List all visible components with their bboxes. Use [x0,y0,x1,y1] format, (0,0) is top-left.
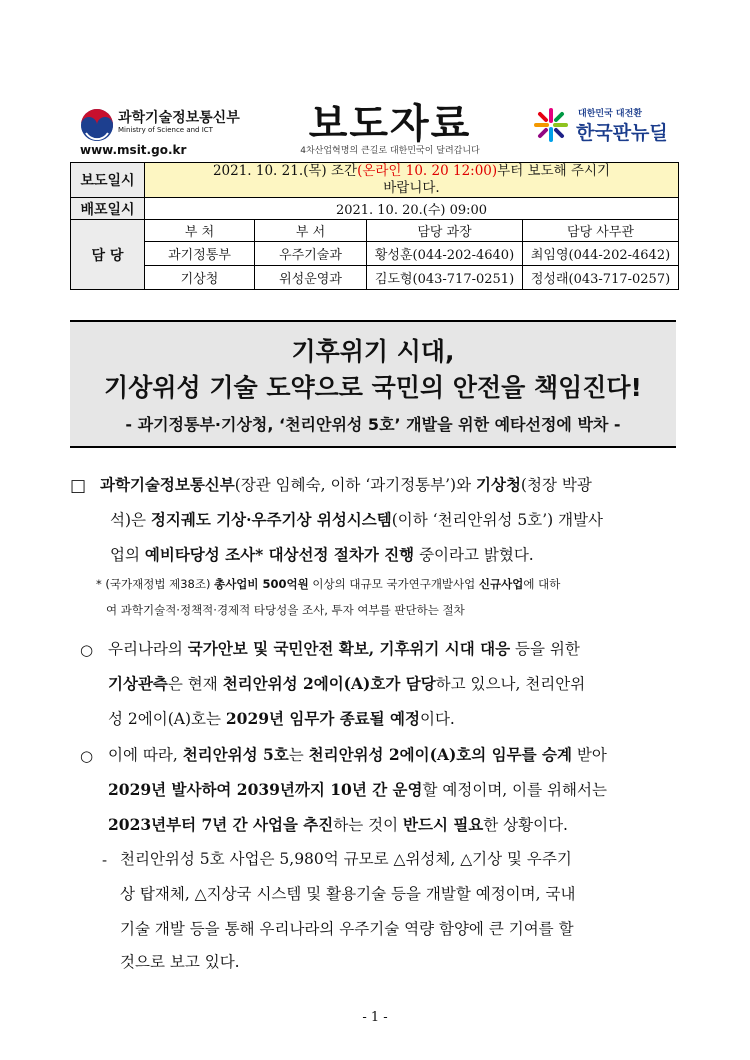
newdeal-title: 한국판뉴딜 [576,122,668,144]
paragraph-4-line-1: 천리안위성 5호 사업은 5,980억 규모로 △위성체, △기상 및 우주기 [120,850,572,868]
paragraph-1-line-2: 석)은 정지궤도 기상·우주기상 위성시스템(이하 ‘천리안위성 5호’) 개발사 [110,510,604,529]
paragraph-2-line-3: 성 2에이(A)호는 2029년 임무가 종료될 예정이다. [108,709,455,728]
headline-line-1: 기후위기 시대, [291,337,455,366]
document-title: 보도자료 [308,101,472,147]
col-header-director: 담당 과장 [367,220,523,242]
distribute-date-value: 2021. 10. 20.(수) 09:00 [145,198,679,220]
paragraph-3-line-1: 이에 따라, 천리안위성 5호는 천리안위성 2에이(A)호의 임무를 승계 받아 [108,745,607,764]
release-date-label: 보도일시 [71,163,145,198]
col-header-officer: 담당 사무관 [523,220,679,242]
paragraph-4-line-3: 기술 개발 등을 통해 우리나라의 우주기술 역량 함양에 큰 기여를 할 [120,920,574,938]
ministry-english-name: Ministry of Science and ICT [118,126,213,134]
headline-subtitle: - 과기정통부·기상청, ‘천리안위성 5호’ 개발을 위한 예타선정에 박차 - [125,415,621,434]
release-date-request: 부터 보도해 주시기 [497,163,611,179]
contact-department: 우주기술과 [255,242,367,266]
slogan: 4차산업혁명의 큰길로 대한민국이 달려갑니다 [300,146,480,156]
headline-line-2: 기상위성 기술 도약으로 국민의 안전을 책임진다! [104,373,642,402]
contact-label: 담 당 [71,220,145,290]
taegeuk-logo-icon [80,108,114,142]
paragraph-2-line-2: 기상관측은 현재 천리안위성 2에이(A)호가 담당하고 있으나, 천리안위 [108,674,586,693]
col-header-department: 부 서 [255,220,367,242]
contact-director: 황성훈(044-202-4640) [367,242,523,266]
contact-ministry: 과기정통부 [145,242,255,266]
ministry-url: www.msit.go.kr [80,143,187,157]
paragraph-4-line-4: 것으로 보고 있다. [120,953,240,971]
release-info-table [70,162,679,290]
ministry-name: 과학기술정보통신부 [118,110,240,126]
contact-ministry: 기상청 [145,266,255,290]
release-date-online: (온라인 10. 20 12:00) [357,163,498,179]
paragraph-1-line-1: 과학기술정보통신부(장관 임혜숙, 이하 ‘과기정통부’)와 기상청(청장 박광 [100,475,592,494]
paragraph-4-line-2: 상 탑재체, △지상국 시스템 및 활용기술 등을 개발할 예정이며, 국내 [120,885,576,903]
table-row [71,266,679,290]
paragraph-1-line-3: 업의 예비타당성 조사* 대상선정 절차가 진행 중이라고 밝혔다. [110,545,534,564]
newdeal-logo-icon [532,106,570,144]
release-date-value [145,163,679,198]
headline-box [70,320,676,448]
contact-officer: 최임영(044-202-4642) [523,242,679,266]
footnote-line-1: * (국가재정법 제38조) 총사업비 500억원 이상의 대규모 국가연구개발사업 신규사업에 대하 [96,577,561,591]
release-date-main: 2021. 10. 21.(목) 조간 [212,163,358,179]
table-row [71,242,679,266]
contact-department: 위성운영과 [255,266,367,290]
contact-director: 김도형(043-717-0251) [367,266,523,290]
circle-bullet-icon: ○ [80,747,94,765]
paragraph-3-line-3: 2023년부터 7년 간 사업을 추진하는 것이 반드시 필요한 상황이다. [108,815,568,834]
paragraph-2-line-1: 우리나라의 국가안보 및 국민안전 확보, 기후위기 시대 대응 등을 위한 [108,639,580,658]
newdeal-subtitle: 대한민국 대전환 [578,109,642,119]
dash-bullet: - [102,851,108,869]
circle-bullet-icon: ○ [80,641,94,659]
col-header-ministry: 부 처 [145,220,255,242]
square-bullet-icon: □ [70,476,87,496]
distribute-date-label: 배포일시 [71,198,145,220]
footnote-line-2: 여 과학기술적·정책적·경제적 타당성을 조사, 투자 여부를 판단하는 절차 [106,603,465,617]
paragraph-3-line-2: 2029년 발사하여 2039년까지 10년 간 운영할 예정이며, 이를 위해서는 [108,780,607,799]
release-date-request-end: 바랍니다. [383,180,440,196]
contact-officer: 정성래(043-717-0257) [523,266,679,290]
page-number: - 1 - [362,1010,388,1025]
